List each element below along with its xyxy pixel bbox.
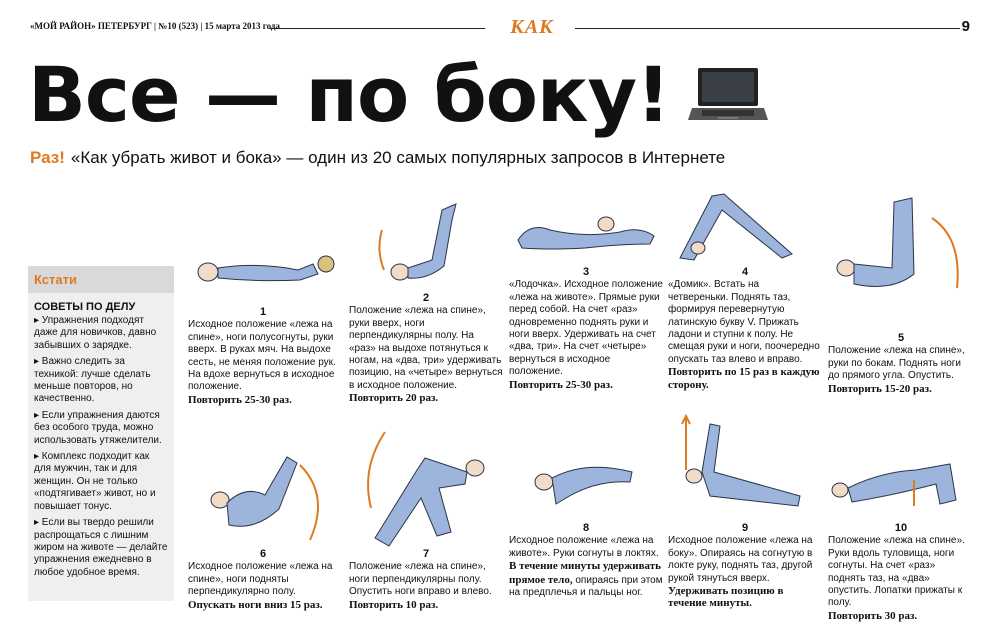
sidebar-header: Кстати bbox=[28, 266, 174, 293]
tip-item: ▸ Упражнения подходят даже для новичков, давно забывших о зарядке. bbox=[34, 315, 157, 351]
exercise-number: 9 bbox=[741, 522, 749, 534]
exercise-number: 5 bbox=[897, 332, 905, 344]
exercise-reps: Повторить 25-30 раз. bbox=[188, 393, 292, 406]
exercise-reps: Повторить 20 раз. bbox=[349, 392, 439, 405]
exercise-7 bbox=[349, 548, 503, 611]
exercise-6 bbox=[188, 548, 338, 611]
sidebar-tips bbox=[28, 315, 174, 579]
exercise-text-end: опираясь при этом на предплечья и пальцы ног. bbox=[509, 574, 663, 599]
exercise-reps: В течение минуты удерживать прямое тело, bbox=[509, 560, 661, 586]
exercise-reps: Повторить 30 раз. bbox=[828, 609, 918, 622]
masthead-info: «МОЙ РАЙОН» ПЕТЕРБУРГ | №10 (523) | 15 марта 2013 года bbox=[30, 21, 280, 31]
exercise-5 bbox=[828, 332, 974, 395]
exercise-10-figure bbox=[830, 450, 966, 510]
exercise-text-start: Исходное положение «лежа на животе». Руки согнуты в локтях. bbox=[509, 535, 659, 559]
exercise-number: 10 bbox=[894, 522, 908, 534]
tips-sidebar bbox=[28, 266, 174, 601]
exercise-4 bbox=[668, 266, 822, 391]
tip-item: ▸ Важно следить за техникой: лучше сделать меньше повторов, но качественно. bbox=[34, 356, 151, 405]
masthead-rule-right bbox=[575, 28, 960, 29]
exercise-9 bbox=[668, 522, 822, 610]
exercise-reps: Удерживать позицию в течение минуты. bbox=[668, 585, 784, 610]
exercise-reps: Повторить 10 раз. bbox=[349, 598, 439, 611]
exercise-number: 7 bbox=[422, 548, 430, 560]
page-title: Все — по боку! bbox=[28, 50, 670, 139]
exercise-text: Положение «лежа на спине», руки по бокам. Поднять ноги до прямого угла. Опустить. bbox=[828, 345, 965, 382]
exercise-text: Исходное положение «лежа на спине», ноги полусогнуты, руки вверх. В руках мяч. На выдохе сесть, не меняя положение рук. На вдохе вернуться в исходное положение. bbox=[188, 319, 336, 393]
exercise-3 bbox=[509, 266, 663, 391]
exercise-number: 6 bbox=[259, 548, 267, 560]
exercise-6-figure bbox=[205, 445, 330, 547]
exercise-8 bbox=[509, 522, 663, 599]
exercise-7-figure bbox=[355, 428, 495, 553]
exercise-1 bbox=[188, 306, 338, 406]
exercise-reps: Повторить 15-20 раз. bbox=[828, 382, 932, 395]
exercise-reps: Повторить 25-30 раз. bbox=[509, 378, 613, 391]
tip-item: ▸ Комплекс подходит как для мужчин, так и для женщин. Он не только «подтягивает» живот, но и повышает тонус. bbox=[34, 451, 156, 512]
masthead-rule-left bbox=[270, 28, 485, 29]
sidebar-subheader: СОВЕТЫ ПО ДЕЛУ bbox=[34, 301, 136, 313]
exercise-10 bbox=[828, 522, 974, 622]
exercise-9-figure bbox=[680, 410, 810, 510]
page-number: 9 bbox=[961, 18, 970, 35]
exercise-text: Положение «лежа на спине», руки вверх, ноги перпендикулярны полу. На «раз» на выдохе потянуться к ногам, на «два, три» удерживать позицию, на «четыре» вернуться в исходное положение. bbox=[349, 305, 503, 391]
exercise-1-figure bbox=[188, 244, 338, 294]
tip-item: ▸ Если вы твердо решили распрощаться с лишним жиром на животе — делайте упражнения ежедневно в любое удобное время. bbox=[34, 517, 168, 578]
exercise-number: 4 bbox=[741, 266, 749, 278]
exercise-text: Положение «лежа на спине». Руки вдоль туловища, ноги согнуты. На счет «раз» поднять таз, на «два» опустить. Лопатки прижаты к полу. bbox=[828, 535, 965, 609]
exercise-number: 8 bbox=[582, 522, 590, 534]
exercise-2 bbox=[349, 292, 503, 405]
exercise-text bbox=[509, 535, 663, 599]
subtitle-text: «Как убрать живот и бока» — один из 20 самых популярных запросов в Интернете bbox=[70, 148, 726, 167]
subtitle-accent: Раз! bbox=[30, 148, 65, 167]
exercise-text: Положение «лежа на спине», ноги перпендикулярны полу. Опустить ноги вправо и влево. bbox=[349, 561, 492, 598]
exercise-8-figure bbox=[526, 450, 638, 512]
exercise-text: Исходное положение «лежа на боку». Опираясь на согнутую в локте руку, поднять таз, другой рукой тянуться вверх. bbox=[668, 535, 813, 584]
exercise-2-figure bbox=[372, 190, 472, 290]
section-label: КАК bbox=[510, 16, 554, 38]
exercise-4-figure bbox=[672, 188, 802, 264]
exercise-text: «Лодочка». Исходное положение «лежа на животе». Прямые руки перед собой. На счет «раз» одновременно поднять руки и ноги вверх. Удерживать на счет «два, три». На счет «четыре» вернуться в исходное положение. bbox=[509, 279, 663, 378]
exercise-number: 3 bbox=[582, 266, 590, 278]
exercise-number: 1 bbox=[259, 306, 267, 318]
laptop-icon bbox=[688, 66, 768, 126]
exercise-reps: Опускать ноги вниз 15 раз. bbox=[188, 598, 323, 611]
exercise-text: Исходное положение «лежа на спине», ноги подняты перпендикулярно полу. bbox=[188, 561, 333, 598]
subtitle bbox=[30, 148, 725, 168]
tip-item: ▸ Если упражнения даются без особого труда, можно использовать утяжелители. bbox=[34, 409, 162, 446]
exercise-reps: Повторить по 15 раз в каждую сторону. bbox=[668, 366, 820, 391]
exercise-3-figure bbox=[510, 210, 660, 260]
masthead bbox=[30, 18, 970, 38]
exercise-5-figure bbox=[832, 188, 972, 308]
exercise-number: 2 bbox=[422, 292, 430, 304]
exercise-text: «Домик». Встать на четвереньки. Поднять таз, формируя перевернутую латинскую букву V. Прижать ладони и ступни к полу. Не смещая руки и ноги, поочередно опускать таз влево и вправо. bbox=[668, 279, 820, 365]
